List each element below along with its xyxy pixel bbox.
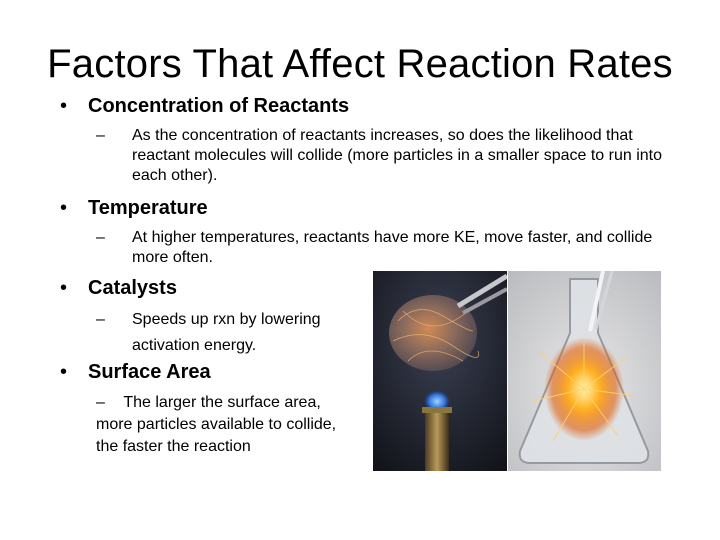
bullet-surface-area xyxy=(60,359,211,385)
sub-surface-area xyxy=(96,392,386,458)
bullet-marker: • xyxy=(60,197,68,219)
bullet-heading: Temperature xyxy=(88,197,208,219)
dash-marker: – xyxy=(96,127,105,144)
sub-text: The larger the surface area, xyxy=(123,394,321,411)
steel-wool-burning-photo xyxy=(373,271,507,471)
sub-catalysts xyxy=(96,307,366,359)
bullet-temperature xyxy=(60,195,208,221)
bullet-heading: Concentration of Reactants xyxy=(88,95,350,117)
bullet-heading: Catalysts xyxy=(88,277,177,299)
bullet-marker: • xyxy=(60,95,68,117)
sub-text-part: Speeds up rxn by lowering xyxy=(132,311,321,328)
period-text: . xyxy=(251,337,257,354)
bullet-heading: Surface Area xyxy=(88,361,211,383)
sub-line: more particles available to collide, xyxy=(96,416,337,433)
slide-title: Factors That Affect Reaction Rates xyxy=(47,42,673,86)
dash-marker: – xyxy=(96,394,105,411)
sub-text: At higher temperatures, reactants have more KE, move faster, and collide more often. xyxy=(132,229,653,266)
sub-line: the faster the reaction xyxy=(96,438,251,455)
sub-concentration xyxy=(96,126,686,186)
sub-line xyxy=(96,392,386,414)
bullet-marker: • xyxy=(60,361,68,383)
dash-marker: – xyxy=(96,229,105,246)
sub-text: As the concentration of reactants increases, so does the likelihood that reactant molecules will collide (more particles in a smaller space to run into each other). xyxy=(132,127,662,184)
activation-energy-text: activation energy xyxy=(132,337,252,354)
bullet-concentration xyxy=(60,93,349,119)
bullet-catalysts xyxy=(60,275,177,301)
dash-marker: – xyxy=(96,311,105,328)
sub-temperature xyxy=(96,228,686,268)
bullet-marker: • xyxy=(60,277,68,299)
sub-text xyxy=(96,307,366,359)
flask-sparks-photo xyxy=(508,271,661,471)
